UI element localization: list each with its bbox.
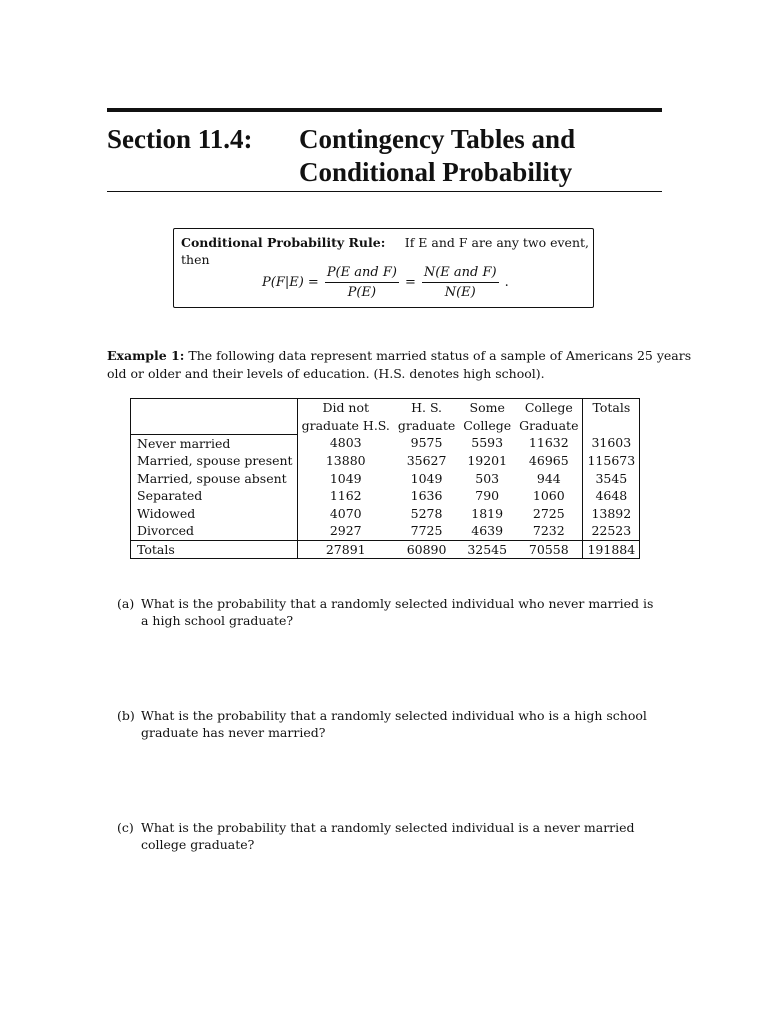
table-cell: 115673 bbox=[583, 452, 640, 470]
table-cell: 4639 bbox=[471, 523, 504, 538]
table-cell: 5278 bbox=[410, 505, 443, 521]
table-cell: 5593 bbox=[471, 435, 504, 450]
question-text: What is the probability that a randomly selected individual who is a high school graduate has never married? bbox=[141, 708, 647, 740]
totals-row bbox=[131, 540, 640, 559]
totals-cell: 27891 bbox=[297, 540, 394, 559]
totals-cell: 32545 bbox=[459, 540, 515, 559]
formula-lhs: P(F|E) = bbox=[262, 275, 319, 290]
example-text-2: old or older and their levels of education. (H.S. denotes high school). bbox=[107, 366, 545, 381]
row-label: Separated bbox=[131, 487, 298, 505]
column-header bbox=[583, 417, 640, 435]
table-cell: 944 bbox=[536, 470, 561, 486]
table-cell: 7725 bbox=[410, 523, 443, 538]
contingency-table bbox=[130, 398, 640, 559]
table-row bbox=[131, 522, 640, 540]
formula-equals: = bbox=[404, 275, 416, 290]
rule-box-first-line bbox=[181, 235, 589, 251]
table-cell: 2927 bbox=[329, 523, 362, 538]
totals-cell: 70558 bbox=[515, 540, 583, 559]
column-header: College bbox=[515, 399, 583, 417]
fraction-numerator: N(E and F) bbox=[422, 265, 499, 283]
column-header: Did not bbox=[297, 399, 394, 417]
table-cell: 11632 bbox=[528, 435, 569, 450]
table-cell: 2725 bbox=[532, 505, 565, 521]
title-underline bbox=[107, 191, 662, 192]
question-text: What is the probability that a randomly selected individual is a never married college graduate? bbox=[141, 820, 635, 852]
table-cell: 46965 bbox=[528, 453, 569, 468]
table-corner-cell bbox=[131, 399, 298, 435]
rule-intro: If E and F are any two event, bbox=[404, 235, 589, 250]
rule-formula bbox=[262, 265, 509, 300]
table-cell: 1636 bbox=[410, 488, 443, 503]
table-cell: 790 bbox=[475, 488, 500, 503]
table-row bbox=[131, 452, 640, 470]
example-text-1: The following data represent married status of a sample of Americans 25 years bbox=[188, 348, 692, 363]
example-line-1 bbox=[107, 347, 691, 364]
row-label: Never married bbox=[131, 434, 298, 452]
table-cell: 1819 bbox=[471, 505, 504, 521]
table-row bbox=[131, 505, 640, 523]
table-cell: 31603 bbox=[583, 434, 640, 452]
grand-total-cell: 191884 bbox=[583, 540, 640, 559]
question-text: What is the probability that a randomly selected individual who never married is a high school graduate? bbox=[141, 596, 654, 628]
table-cell: 9575 bbox=[410, 435, 443, 450]
row-label: Widowed bbox=[131, 505, 298, 523]
section-title-line2: Conditional Probability bbox=[299, 157, 573, 187]
table-cell: 22523 bbox=[583, 522, 640, 540]
table-cell: 35627 bbox=[406, 453, 447, 468]
fraction-numerator: P(E and F) bbox=[325, 265, 399, 283]
table-cell: 13880 bbox=[325, 453, 366, 468]
column-header: graduate H.S. bbox=[301, 417, 390, 433]
example-label: Example 1: bbox=[107, 348, 185, 363]
column-header: College bbox=[463, 417, 512, 433]
column-header: graduate bbox=[397, 417, 456, 433]
table-cell: 19201 bbox=[467, 453, 508, 468]
section-title-line1: Contingency Tables and bbox=[299, 124, 576, 154]
column-header: H. S. bbox=[394, 399, 459, 417]
rule-heading: Conditional Probability Rule: bbox=[181, 235, 386, 250]
table-cell: 1049 bbox=[329, 470, 362, 486]
question-label: (c) bbox=[117, 820, 134, 835]
rule-then: then bbox=[181, 252, 210, 267]
totals-label: Totals bbox=[131, 540, 298, 559]
table-cell: 4803 bbox=[329, 435, 362, 450]
table-cell: 13892 bbox=[583, 505, 640, 523]
column-header: Some bbox=[459, 399, 515, 417]
column-header: Graduate bbox=[519, 417, 579, 433]
question-label: (b) bbox=[117, 708, 135, 723]
table-cell: 503 bbox=[475, 470, 500, 486]
formula-end: . bbox=[504, 275, 509, 290]
table-cell: 7232 bbox=[532, 523, 565, 538]
table-cell: 4070 bbox=[329, 505, 362, 521]
table-cell: 1162 bbox=[329, 488, 362, 503]
row-label: Married, spouse present bbox=[131, 452, 298, 470]
top-rule bbox=[107, 108, 662, 112]
table-cell: 4648 bbox=[583, 487, 640, 505]
section-number: Section 11.4: bbox=[107, 124, 253, 154]
totals-cell: 60890 bbox=[394, 540, 459, 559]
table-cell: 3545 bbox=[583, 470, 640, 488]
fraction-denominator: N(E) bbox=[444, 285, 476, 300]
table-cell: 1060 bbox=[532, 488, 565, 503]
table-row bbox=[131, 470, 640, 488]
table-row bbox=[131, 434, 640, 452]
row-label: Married, spouse absent bbox=[131, 470, 298, 488]
table-cell: 1049 bbox=[410, 470, 443, 486]
question-label: (a) bbox=[117, 596, 135, 611]
formula-fraction-probability bbox=[325, 265, 399, 300]
table-row bbox=[131, 487, 640, 505]
row-label: Divorced bbox=[131, 522, 298, 540]
column-header: Totals bbox=[583, 399, 640, 417]
fraction-denominator: P(E) bbox=[347, 285, 377, 300]
formula-fraction-counts bbox=[422, 265, 499, 300]
